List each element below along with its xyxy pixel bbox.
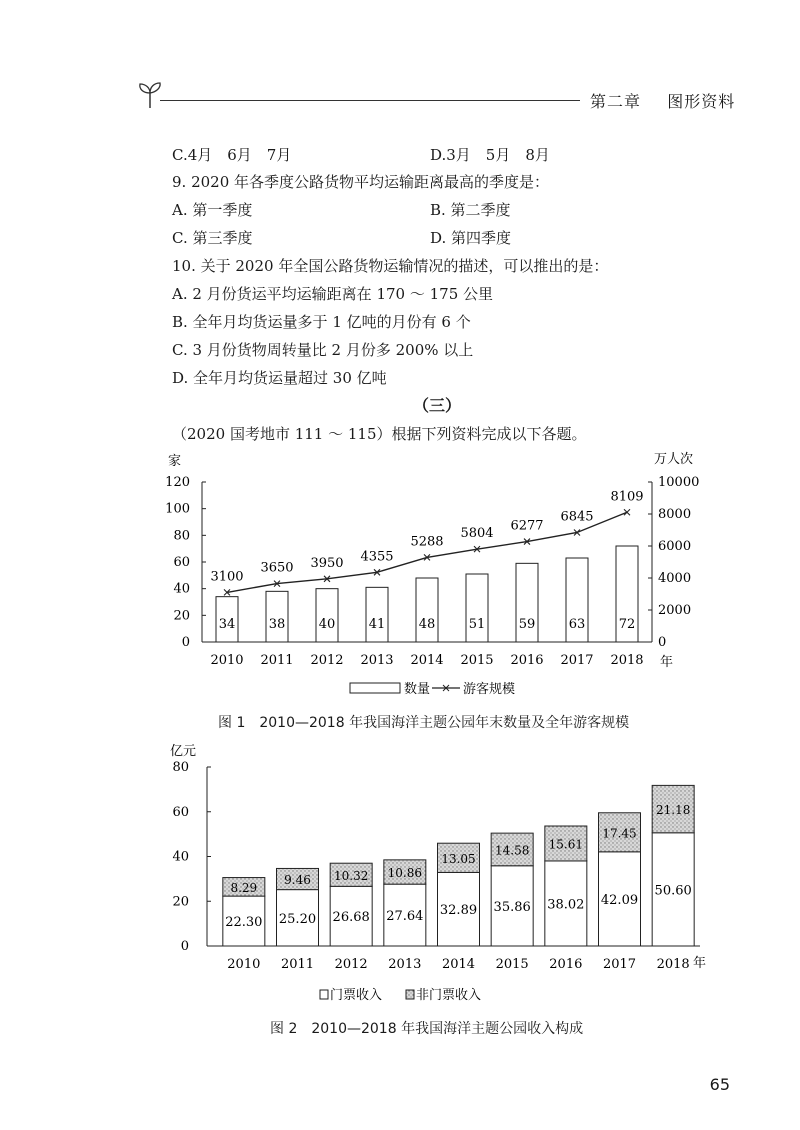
legend-ticket-swatch: [320, 990, 328, 999]
q10-option-d: D. 全年月均货运量超过 30 亿吨: [172, 369, 387, 387]
figure2-x-tick-label: 2010: [227, 957, 261, 972]
figure2-x-tick-label: 2018: [656, 957, 690, 972]
figure1-right-unit: 万人次: [654, 452, 694, 467]
figure1-x-tick-label: 2014: [410, 653, 444, 668]
figure2-nonticket-label: 15.61: [548, 837, 584, 852]
q9-option-c: C. 第三季度: [172, 229, 253, 247]
figure2-y-tick-label: 20: [172, 894, 189, 910]
figure1-x-tick-label: 2018: [610, 653, 644, 668]
figure1-year-suffix: 年: [660, 655, 674, 670]
figure2-ticket-label: 27.64: [386, 909, 424, 925]
figure1-bar: [416, 578, 438, 642]
legend-line-label: 游客规模: [463, 682, 516, 697]
figure2-ticket-label: 35.86: [493, 899, 531, 915]
figure1-left-unit: 家: [168, 454, 182, 469]
figure2-ticket-label: 32.89: [439, 903, 478, 919]
figure2-caption: 图 2 2010—2018 年我国海洋主题公园收入构成: [270, 1021, 584, 1037]
figure2-x-tick-label: 2012: [334, 957, 368, 972]
figure2-nonticket-label: 13.05: [441, 851, 476, 866]
figure1-line-label: 5804: [460, 526, 494, 542]
figure2-ticket-label: 42.09: [600, 892, 639, 908]
figure2-y-tick-label: 40: [172, 849, 189, 865]
q9-option-d: D. 第四季度: [430, 229, 512, 247]
figure2-nonticket-label: 10.32: [333, 868, 369, 883]
q10-option-b: B. 全年月均货运量多于 1 亿吨的月份有 6 个: [172, 313, 471, 331]
figure1-bar-label: 41: [368, 617, 386, 632]
chapter-header: [590, 89, 735, 112]
figure1-line-point: [624, 509, 630, 515]
figure2-ticket-label: 22.30: [225, 915, 263, 931]
legend-bar-swatch: [350, 683, 400, 693]
figure2-legend: [320, 987, 481, 1003]
legend-bar-label: 数量: [404, 682, 431, 697]
figure2-year-suffix: 年: [693, 956, 707, 971]
figure1-caption: 图 1 2010—2018 年我国海洋主题公园年末数量及全年游客规模: [218, 715, 630, 731]
figure2-y-tick-label: 80: [172, 760, 189, 775]
figure1-line-label: 5288: [410, 534, 444, 550]
figure1-right-tick-label: 6000: [658, 539, 692, 554]
figure1-bar-label: 59: [518, 617, 536, 632]
section-label: （三）: [413, 396, 462, 415]
figure2-x-tick-label: 2014: [441, 957, 476, 972]
figure1-bar-label: 40: [318, 617, 336, 632]
figure1-left-tick-label: 100: [165, 501, 190, 517]
q9-stem: 9. 2020 年各季度公路货物平均运输距离最高的季度是：: [172, 173, 550, 191]
q9-option-a: A. 第一季度: [172, 201, 253, 219]
figure1-line-label: 3650: [260, 560, 294, 576]
figure1-line-label: 3100: [210, 569, 244, 585]
figure1-x-tick-label: 2017: [560, 653, 594, 668]
figure2-x-tick-label: 2015: [495, 957, 529, 972]
legend-nonticket-label: 非门票收入: [416, 988, 482, 1003]
q10-stem: 10. 关于 2020 年全国公路货物运输情况的描述，可以推出的是：: [172, 257, 609, 275]
figure1-left-tick-label: 80: [173, 528, 190, 544]
chapter-label: 第二章: [590, 92, 642, 111]
figure2-x-tick-label: 2017: [602, 957, 637, 972]
figure1-legend: [350, 681, 515, 697]
figure1-x-tick-label: 2012: [310, 653, 344, 668]
figure1-bar-label: 72: [618, 617, 636, 632]
figure1-bar: [316, 589, 338, 642]
figure1-x-tick-label: 2013: [360, 653, 394, 668]
figure1-bar-label: 38: [268, 617, 286, 632]
header-rule: [160, 100, 580, 101]
figure2-ticket-label: 38.02: [547, 897, 585, 913]
figure2-nonticket-label: 14.58: [494, 843, 530, 858]
figure1-left-tick-label: 60: [173, 555, 190, 570]
figure1-bar-label: 34: [218, 617, 236, 632]
sprout-icon: [135, 80, 165, 110]
figure1-bar-label: 48: [418, 617, 436, 632]
figure1-line-label: 6845: [560, 509, 594, 525]
figure1-line-label: 4355: [360, 549, 394, 565]
figure1-left-tick-label: 120: [165, 475, 190, 490]
figure1-x-tick-label: 2011: [260, 653, 294, 668]
q8-option-c: C.4月 6月 7月: [172, 146, 292, 164]
legend-ticket-label: 门票收入: [330, 988, 383, 1003]
figure1-left-tick-label: 20: [173, 608, 190, 624]
figure2-x-tick-label: 2013: [388, 957, 422, 972]
figure1-x-tick-label: 2015: [460, 653, 494, 668]
legend-nonticket-swatch: [406, 990, 414, 999]
figure1-x-tick-label: 2016: [510, 653, 544, 668]
figure2-nonticket-label: 21.18: [655, 803, 691, 818]
figure2-unit: 亿元: [170, 744, 197, 759]
q8-option-d: D.3月 5月 8月: [430, 146, 550, 164]
figure1-right-tick-label: 10000: [658, 475, 700, 490]
q9-option-b: B. 第二季度: [430, 201, 511, 219]
figure2-ticket-label: 50.60: [654, 883, 692, 899]
figure1-left-tick-label: 0: [181, 635, 190, 650]
figure1-chart: [160, 445, 720, 705]
figure2-x-tick-label: 2016: [549, 957, 583, 972]
figure1-bar-label: 51: [468, 617, 486, 632]
figure2-nonticket-label: 8.29: [230, 880, 258, 895]
figure1-right-tick-label: 4000: [658, 571, 692, 586]
figure2-chart: [160, 738, 720, 1010]
figure2-y-tick-label: 60: [172, 804, 189, 820]
figure1-bar: [366, 587, 388, 642]
figure2-nonticket-label: 9.46: [284, 873, 311, 888]
figure2-nonticket-label: 17.45: [602, 826, 637, 841]
figure1-line-label: 6277: [510, 518, 544, 534]
figure2-x-tick-label: 2011: [280, 957, 315, 972]
figure1-right-tick-label: 0: [658, 635, 667, 650]
figure1-line-label: 3950: [310, 555, 344, 571]
chapter-title: 图形资料: [667, 92, 736, 111]
figure2-ticket-label: 26.68: [332, 910, 370, 926]
q10-option-c: C. 3 月份货物周转量比 2 月份多 200% 以上: [172, 341, 474, 359]
figure2-nonticket-label: 10.86: [387, 866, 423, 881]
figure2-ticket-label: 25.20: [278, 911, 317, 927]
figure1-x-tick-label: 2010: [210, 653, 244, 668]
figure1-left-tick-label: 40: [173, 581, 190, 597]
figure1-right-tick-label: 2000: [658, 603, 692, 618]
q10-option-a: A. 2 月份货运平均运输距离在 170 ～ 175 公里: [172, 285, 494, 303]
figure1-right-tick-label: 8000: [658, 507, 692, 522]
figure1-bar-label: 63: [568, 617, 586, 632]
section-intro: （2020 国考地市 111 ～ 115）根据下列资料完成以下各题。: [172, 425, 587, 443]
page-number: 65: [709, 1075, 730, 1094]
figure1-line-label: 8109: [610, 489, 644, 505]
figure2-y-tick-label: 0: [180, 939, 189, 954]
